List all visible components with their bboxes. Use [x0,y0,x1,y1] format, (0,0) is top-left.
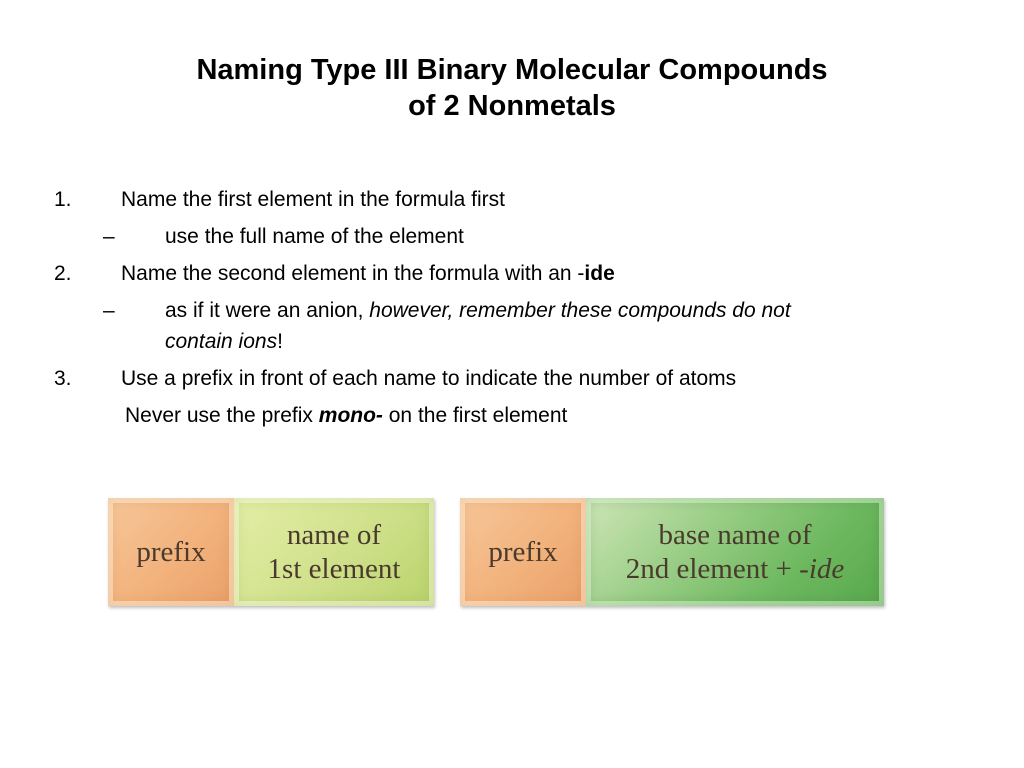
rule-1-number: 1. [54,188,72,211]
rule-3-note-before: Never use the prefix [125,404,319,427]
title-line-1: Naming Type III Binary Molecular Compounds [196,54,828,86]
title-line-2: of 2 Nonmetals [408,90,616,122]
rule-1-sub-dash: – [103,225,115,248]
rule-2-sub-line-2 [165,329,283,355]
second-name-ide-suffix: ide [808,553,845,585]
rule-2-sub-line-1 [165,298,791,324]
first-name-line-2: 1st element [267,553,401,585]
rule-1-text: Name the first element in the formula first [121,188,505,211]
first-element-box [108,498,434,606]
first-prefix-label: prefix [136,536,206,568]
rule-2-suffix: ide [584,262,615,285]
first-prefix-segment [108,498,234,606]
second-prefix-segment [460,498,586,606]
rule-2-sub-dash: – [103,299,115,322]
first-name-line-1: name of [286,519,382,551]
rule-2-sub-end: ! [277,330,283,353]
second-prefix-label: prefix [488,536,558,568]
second-name-line-2-plain: 2nd element + - [625,553,809,585]
rule-2-sub-italic-1: however, remember these compounds do not [369,299,791,322]
rule-2-sub-plain: as if it were an anion, [165,299,370,322]
second-name-label [626,518,845,586]
second-name-segment [586,498,884,606]
rule-2-number: 2. [54,262,72,285]
rule-2-text [121,261,615,287]
rule-1-sub-text: use the full name of the element [165,225,464,248]
rule-3-note-after: on the first element [382,404,568,427]
first-name-label [268,518,401,586]
rule-3-note-prefix: mono- [318,404,383,427]
first-name-segment [234,498,434,606]
rule-3-number: 3. [54,367,72,390]
second-element-box [460,498,884,606]
rule-2-text-main: Name the second element in the formula with an - [121,262,585,285]
rule-3-note-text [125,403,567,429]
rule-2-sub-italic-2: contain ions [165,330,278,353]
second-name-line-1: base name of [658,519,812,551]
second-name-line-2 [626,552,845,586]
rule-3-text: Use a prefix in front of each name to indicate the number of atoms [121,367,737,390]
